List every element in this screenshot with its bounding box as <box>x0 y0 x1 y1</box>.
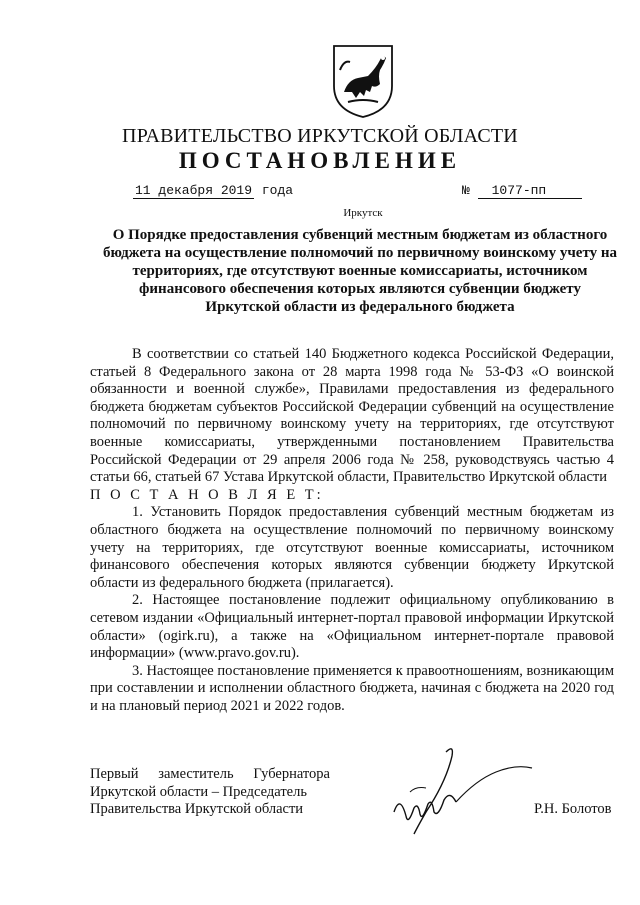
item-paragraph-3: 3. Настоящее постановление применяется к правоотношениям, возникающим при составлении и исполнении областного бюджета, начиная с бюджета на 2020 год и на плановый период 2021 и 2022 годов. <box>90 662 614 714</box>
preamble-paragraph: В соответствии со статьей 140 Бюджетного кодекса Российской Федерации, статьей 8 Федерального закона от 28 марта 1998 года № 53-ФЗ «О воинской обязанности и военной службе», Правилами предоставления из федерального бюджета бюджетам субъектов Российской Федерации субвенций на осуществление полномочий по первичному воинскому учету на территориях, где отсутствуют военные комиссариаты, утвержденными постановлением Правительства Российской Федерации от 29 апреля 2006 года № 258, руководствуясь частью 4 статьи 66, статьей 67 Устава Иркутской области, Правительство Иркутской области <box>90 346 614 486</box>
signatory-name: Р.Н. Болотов <box>534 801 612 817</box>
document-date <box>133 183 293 199</box>
resolves-heading: П О С Т А Н О В Л Я Е Т: <box>90 486 324 503</box>
signature-image <box>386 742 536 842</box>
item-paragraph-2: 2. Настоящее постановление подлежит официальному опубликованию в сетевом издании «Официальный интернет-портал правовой информации Иркутской области» (ogirk.ru), а также на «Официальном интернет-портале правовой информации» (www.pravo.gov.ru). <box>90 592 614 662</box>
document-title: О Порядке предоставления субвенций местным бюджетам из областного бюджета на осуществление полномочий по первичному воинскому учету на территориях, где отсутствуют военные комиссариаты, источником финансового обеспечения которых являются субвенции бюджету Иркутской области из федерального бюджета <box>102 227 618 315</box>
document-number <box>462 183 582 199</box>
document-type: ПОСТАНОВЛЕНИЕ <box>178 148 462 173</box>
position-line: Иркутской области – Председатель <box>90 783 307 800</box>
position-line: Первый заместитель Губернатора <box>90 766 330 782</box>
date-value: 11 декабря 2019 <box>135 183 253 198</box>
number-value: 1077-пп <box>478 183 582 199</box>
position-line: Правительства Иркутской области <box>90 801 304 818</box>
document-body <box>90 346 614 715</box>
coat-of-arms-icon <box>328 40 398 120</box>
date-suffix: года <box>261 183 294 198</box>
number-sign: № <box>462 183 470 198</box>
item-paragraph-1: 1. Установить Порядок предоставления субвенций местным бюджетам из областного бюджета на осуществление полномочий по первичному воинскому учету на территориях, где отсутствуют военные комиссариаты, источником финансового обеспечения которых являются субвенции бюджету Иркутской области из федерального бюджета (прилагается). <box>90 504 614 591</box>
city-name: Иркутск <box>343 207 383 219</box>
signatory-position <box>90 766 330 819</box>
government-name: ПРАВИТЕЛЬСТВО ИРКУТСКОЙ ОБЛАСТИ <box>122 125 518 147</box>
